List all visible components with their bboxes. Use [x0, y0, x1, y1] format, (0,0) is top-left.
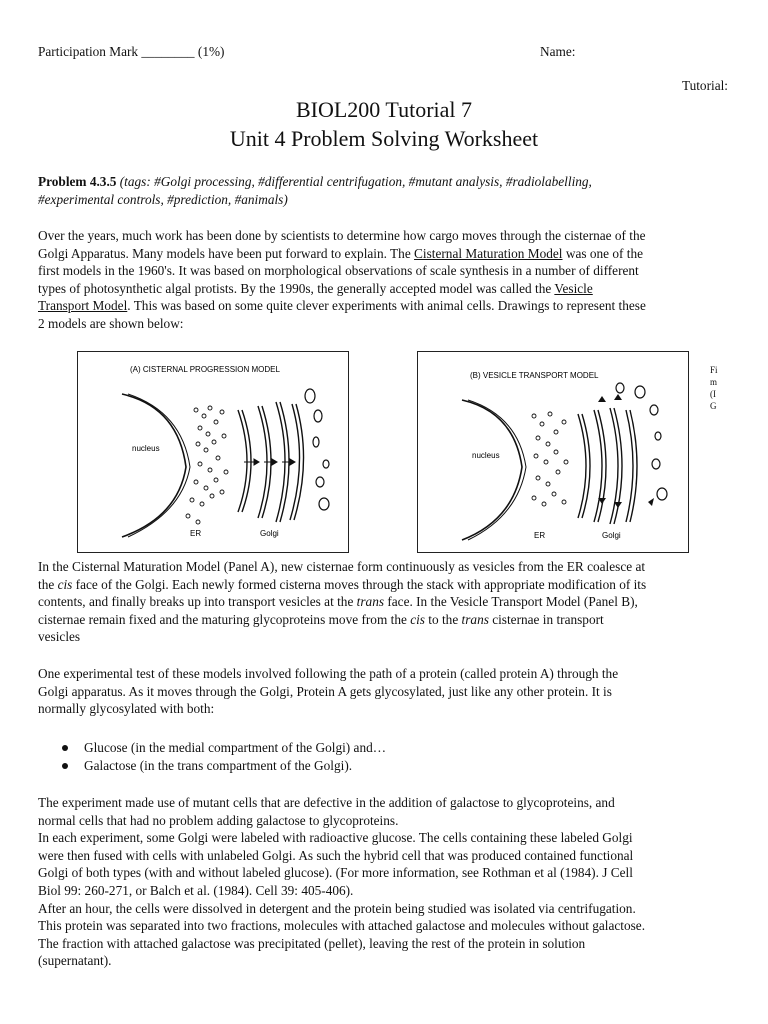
- experiment-intro-line: One experimental test of these models involved following the path of a protein (called protein A) through the: [38, 666, 619, 681]
- glycosylation-list: [62, 739, 386, 774]
- panel-a-nucleus-label: nucleus: [132, 444, 160, 453]
- intro-line: types of photosynthetic algal protists. By the 1990s, the generally accepted model was called the Vesicle: [38, 280, 593, 296]
- er-vesicles: [532, 412, 568, 506]
- experiment-intro-line: normally glycosylated with both:: [38, 701, 215, 717]
- participation-mark: Participation Mark ________ (1%): [38, 44, 225, 59]
- models-line: the cis face of the Golgi. Each newly formed cisterna moves through the stack with appropriate modification of its: [38, 576, 647, 592]
- panel-b-er-label: ER: [534, 531, 546, 540]
- trans-vesicles: [616, 383, 667, 500]
- problem-tags: (tags: #Golgi processing, #differential centrifugation, #mutant analysis, #radiolabelling,: [119, 174, 592, 189]
- experiment-intro: [38, 665, 730, 718]
- intro-line: 2 models are shown below:: [38, 315, 184, 331]
- details-line: (supernatant).: [38, 953, 112, 969]
- name-label: Name:: [540, 44, 576, 59]
- models-line: vesicles: [38, 629, 81, 645]
- experiment-details: [38, 794, 730, 970]
- cisternal-maturation-term: Cisternal Maturation Model: [414, 245, 563, 261]
- list-item: Glucose (in the medial compartment of the Golgi) and…: [62, 739, 386, 757]
- panel-b-cut-text: Fi m (I G: [710, 365, 718, 411]
- models-line: cisternae remain fixed and the maturing glycoproteins move from the cis to the trans cisternae in transport: [38, 611, 604, 627]
- intro-paragraph: [38, 227, 730, 333]
- figure-panel-b: [417, 351, 689, 553]
- details-line: After an hour, the cells were dissolved in detergent and the protein being studied was isolated via centrifugation.: [38, 900, 636, 916]
- panel-a-golgi-label: Golgi: [260, 529, 279, 538]
- figure-panel-a: [77, 351, 349, 553]
- vesicle-transport-term: Transport Model: [38, 298, 128, 314]
- list-item: Galactose (in the trans compartment of the Golgi).: [62, 757, 386, 775]
- panel-b-nucleus-label: nucleus: [472, 451, 500, 460]
- tutorial-label: Tutorial:: [681, 78, 728, 93]
- details-line: In each experiment, some Golgi were labeled with radioactive glucose. The cells containing these labeled Golgi: [38, 830, 633, 846]
- details-line: Biol 99: 260-271, or Balch et al. (1984). Cell 39: 405-406).: [38, 882, 354, 898]
- panel-b-title: (B) VESICLE TRANSPORT MODEL: [470, 371, 599, 380]
- details-line: were then fused with cells with unlabeled Golgi. As such the hybrid cell that was produced contained functional: [38, 847, 634, 863]
- vesicle-transport-diagram: [418, 352, 688, 552]
- title-line-1: BIOL200 Tutorial 7: [295, 97, 473, 122]
- intro-line: Golgi Apparatus. Many models have been put forward to explain. The Cisternal Maturation Model was one of the: [38, 245, 644, 261]
- problem-header: [38, 173, 730, 208]
- cisternal-progression-diagram: [78, 352, 348, 552]
- panel-b-golgi-label: Golgi: [602, 531, 621, 540]
- title-line-2: Unit 4 Problem Solving Worksheet: [229, 126, 539, 151]
- intro-line: Transport Model. This was based on some quite clever experiments with animal cells. Drawings to represent these: [38, 298, 646, 314]
- vesicle-term: Vesicle: [554, 280, 593, 296]
- problem-number: Problem 4.3.5: [38, 174, 117, 189]
- trans-vesicles: [305, 389, 329, 510]
- models-line: In the Cisternal Maturation Model (Panel A), new cisternae form continuously as vesicles from the ER coalesce at: [38, 559, 646, 574]
- details-line: normal cells that had no problem adding galactose to glycoproteins.: [38, 812, 399, 828]
- er-vesicles: [186, 406, 228, 524]
- panel-a-er-label: ER: [190, 529, 202, 538]
- intro-line: first models in the 1960's. It was based on morphological observations of scale synthesis in a number of different: [38, 263, 639, 279]
- details-line: Golgi of both types (with and without labeled glucose). (For more information, see Rothman et al (1984). J Cell: [38, 865, 633, 881]
- bullet-icon: [62, 745, 68, 751]
- details-line: This protein was separated into two fractions, molecules with attached galactose and molecules without galactose.: [38, 918, 646, 934]
- bullet-icon: [62, 763, 68, 769]
- intro-line: Over the years, much work has been done by scientists to determine how cargo moves through the cisternae of the: [38, 228, 646, 243]
- problem-tags-cont: #experimental controls, #prediction, #animals): [38, 191, 288, 207]
- models-paragraph: [38, 558, 730, 646]
- models-line: contents, and finally breaks up into transport vesicles at the trans face. In the Vesicle Transport Model (Panel B),: [38, 594, 638, 610]
- details-line: The fraction with attached galactose was precipitated (pellet), leaving the rest of the protein in solution: [38, 935, 586, 951]
- details-line: The experiment made use of mutant cells that are defective in the addition of galactose to glycoproteins, and: [38, 795, 615, 810]
- golgi-cisternae: [578, 408, 637, 524]
- page-title: [0, 95, 768, 153]
- experiment-intro-line: Golgi apparatus. As it moves through the Golgi, Protein A gets glycosylated, just like any other protein. It is: [38, 683, 612, 699]
- panel-a-title: (A) CISTERNAL PROGRESSION MODEL: [130, 365, 280, 374]
